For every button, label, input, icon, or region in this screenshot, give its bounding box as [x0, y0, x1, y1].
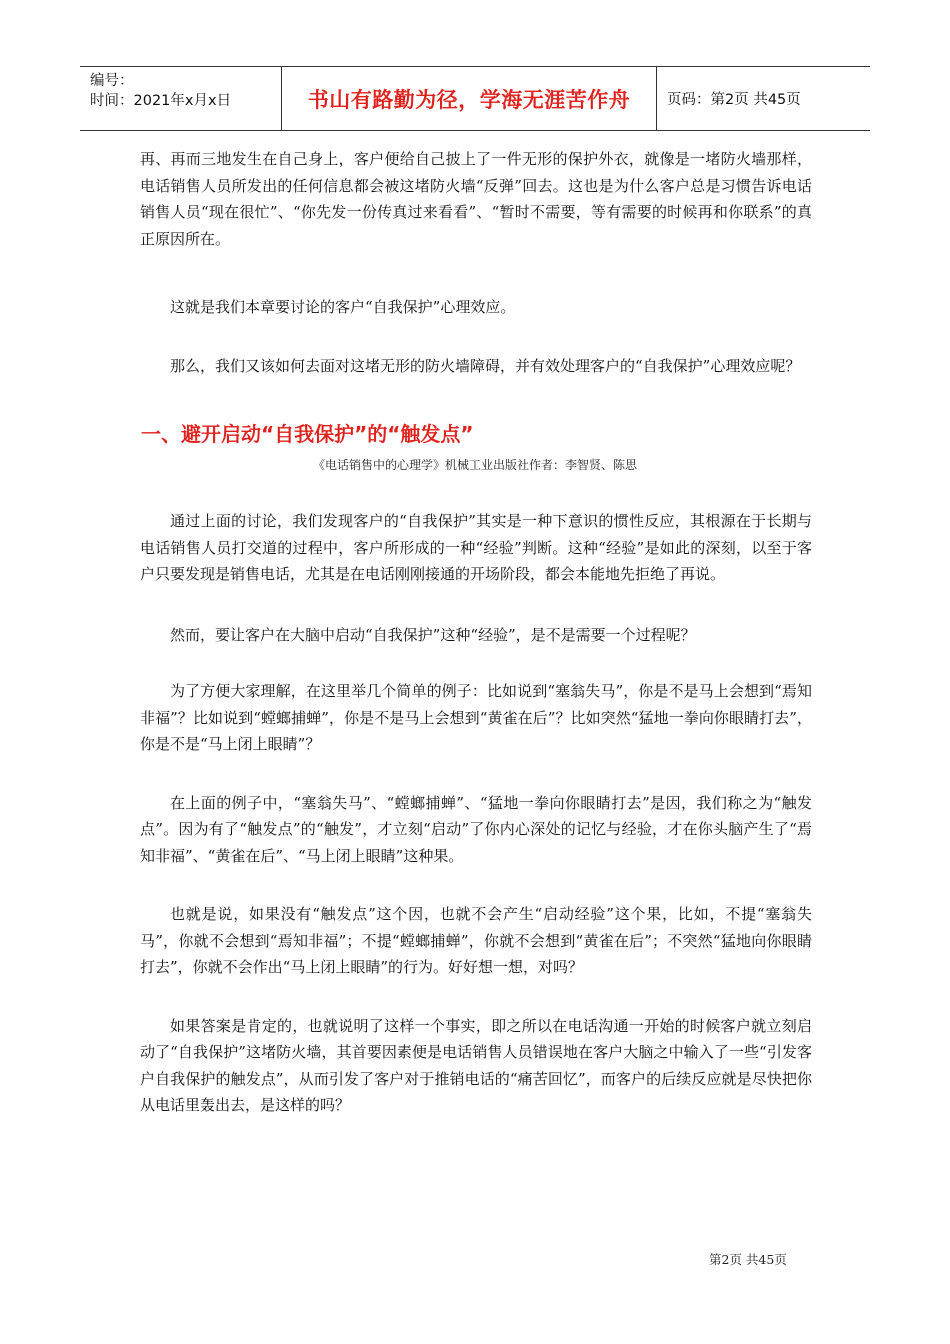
- paragraph-1: 再、再而三地发生在自己身上，客户便给自己披上了一件无形的保护外衣，就像是一堵防火墙那样，电话销售人员所发出的任何信息都会被这堵防火墙“反弹”回去。这也是为什么客户总是习惯告诉电话销售人员“现在很忙”、“你先发一份传真过来看看”、“暂时不需要，等有需要的时候再和你联系”的真正原因所在。: [140, 150, 812, 248]
- page-footer: 第2页 共45页: [709, 1252, 787, 1267]
- body-top: [140, 146, 812, 379]
- paragraph-8: 也就是说，如果没有“触发点”这个因，也就不会产生“启动经验”这个果，比如，不提“塞翁失马”，你就不会想到“焉知非福”；不提“螳螂捕蝉”，你就不会想到“黄雀在后”；不突然“猛地向你眼睛打去”，你就不会作出“马上闭上眼睛”的行为。好好想一想，对吗？: [140, 905, 812, 976]
- header-date: 时间：2021年x月x日: [90, 93, 232, 109]
- header-number: 编号：: [90, 73, 134, 89]
- paragraph-7: 在上面的例子中，“塞翁失马”、“螳螂捕蝉”、“猛地一拳向你眼睛打去”是因，我们称之为“触发点”。因为有了“触发点”的“触发”，才立刻“启动”了你内心深处的记忆与经验，才在你头脑产生了“焉知非福”、“黄雀在后”、“马上闭上眼睛”这种果。: [140, 793, 812, 865]
- paragraph-9: 如果答案是肯定的，也就说明了这样一个事实，即之所以在电话沟通一开始的时候客户就立刻启动了“自我保护”这堵防火墙，其首要因素便是电话销售人员错误地在客户大脑之中输入了一些“引发客户自我保护的触发点”，从而引发了客户对于推销电话的“痛苦回忆”，而客户的后续反应就是尽快把你从电话里轰出去，是这样的吗？: [140, 1016, 812, 1114]
- paragraph-2: 这就是我们本章要讨论的客户“自我保护”心理效应。: [170, 298, 516, 316]
- page-header: [80, 66, 870, 131]
- header-meta: [80, 67, 282, 130]
- source-note: 《电话销售中的心理学》机械工业出版社作者：李智贤、陈思: [312, 458, 637, 472]
- paragraph-5: 然而，要让客户在大脑中启动“自我保护”这种“经验”，是不是需要一个过程呢？: [170, 625, 696, 644]
- paragraph-4: 通过上面的讨论，我们发现客户的“自我保护”其实是一种下意识的惯性反应，其根源在于长期与电话销售人员打交道的过程中，客户所形成的一种“经验”判断。这种“经验”是如此的深刻，以至于客户只要发现是销售电话，尤其是在电话刚刚接通的开场阶段，都会本能地先拒绝了再说。: [140, 512, 812, 583]
- section-heading: 一、避开启动“自我保护”的“触发点”: [141, 422, 474, 446]
- header-page-number: 页码：第2页 共45页: [667, 92, 801, 108]
- header-motto: 书山有路勤为径，学海无涯苦作舟: [307, 87, 631, 112]
- paragraph-3: 那么，我们又该如何去面对这堵无形的防火墙障碍，并有效处理客户的“自我保护”心理效应呢？: [170, 356, 801, 375]
- header-page-cell: [657, 67, 870, 130]
- paragraph-6: 为了方便大家理解，在这里举几个简单的例子：比如说到“塞翁失马”，你是不是马上会想到“焉知非福”？比如说到“螳螂捕蝉”，你是不是马上会想到“黄雀在后”？比如突然“猛地一拳向你眼睛打去”，你是不是“马上闭上眼睛”？: [140, 682, 812, 753]
- header-motto-cell: [282, 67, 657, 130]
- body-bottom: [140, 508, 812, 1119]
